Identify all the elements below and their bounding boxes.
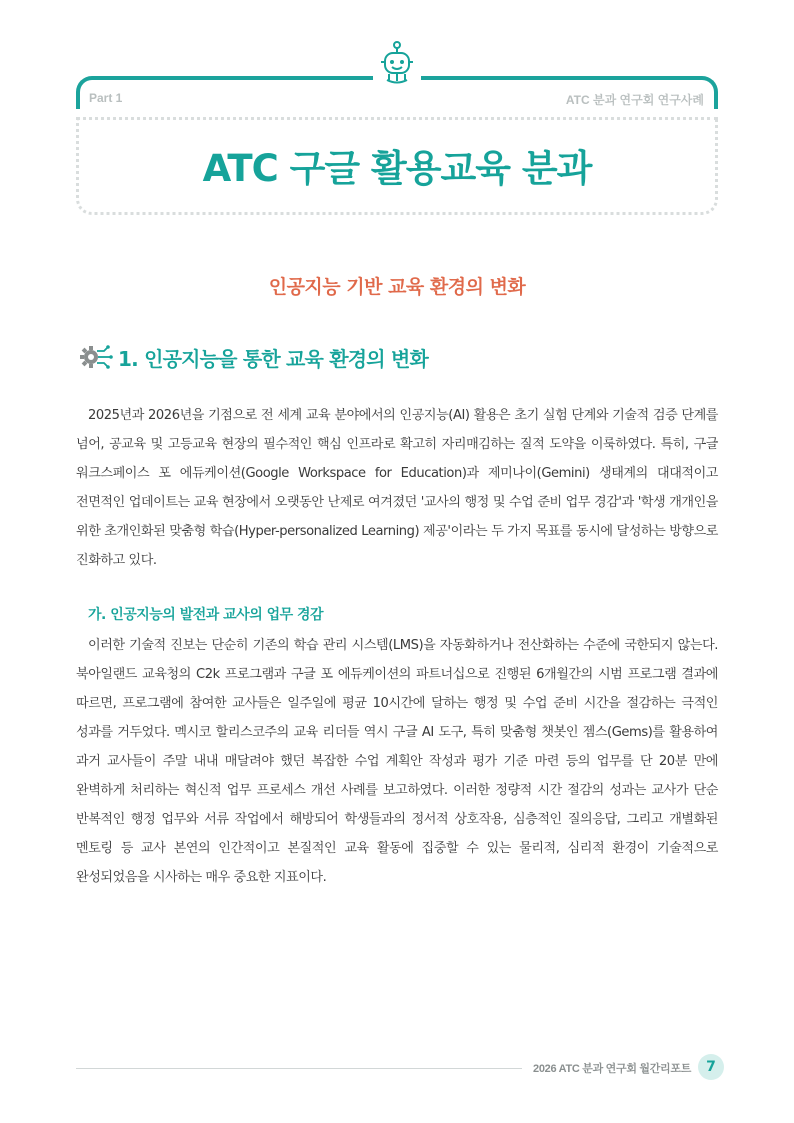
page-number: 7 bbox=[698, 1054, 724, 1080]
paragraph1-text: 2025년과 2026년을 기점으로 전 세계 교육 분야에서의 인공지능(AI) 활용은 초기 실험 단계와 기술적 검증 단계를 넘어, 공교육 및 고등교육 현장의 필수적인 핵심 인프라로 확고히 자리매김하는 질적 도약을 이룩하였다. 특히, 구글 워크스페이스 포 에듀케이션(Google Workspace for Education)과 제미나이(Gemini) 생태계의 대대적이고 전면적인 업데이트는 교육 현장에서 오랫동안 난제로 여겨졌던 '교사의 행정 및 수업 준비 업무 경감'과 '학생 개개인을 위한 초개인화된 맞춤형 학습(Hyper-personalized Learning) 제공'이라는 두 가지 목표를 동시에 달성하는 방향으로 진화하고 있다. bbox=[76, 408, 718, 568]
heading2: 가. 인공지능의 발전과 교사의 업무 경감 bbox=[88, 607, 324, 623]
paragraph bbox=[76, 401, 718, 575]
page-title: ATC 구글 활용교육 분과 bbox=[202, 147, 592, 190]
footer-report-title: 2026 ATC 분과 연구회 월간리포트 bbox=[533, 1063, 692, 1075]
gear-circuit-icon bbox=[78, 342, 114, 372]
header-category-label: ATC 분과 연구회 연구사례 bbox=[565, 93, 704, 107]
footer-divider bbox=[76, 1068, 522, 1069]
part-label: Part 1 bbox=[89, 91, 123, 105]
robot-icon bbox=[373, 40, 421, 90]
section-title: 인공지능 기반 교육 환경의 변화 bbox=[268, 276, 526, 298]
paragraph bbox=[76, 631, 718, 892]
heading1-row bbox=[78, 342, 428, 372]
heading1: 1. 인공지능을 통한 교육 환경의 변화 bbox=[118, 346, 429, 371]
paragraph2-text: 이러한 기술적 진보는 단순히 기존의 학습 관리 시스템(LMS)을 자동화하거나 전산화하는 수준에 국한되지 않는다. 북아일랜드 교육청의 C2k 프로그램과 구글 포 에듀케이션의 파트너십으로 진행된 6개월간의 시범 프로그램 결과에 따르면, 프로그램에 참여한 교사들은 일주일에 평균 10시간에 달하는 행정 및 수업 준비 시간을 절감하는 극적인 성과를 거두었다. 멕시코 할리스코주의 교육 리더들 역시 구글 AI 도구, 특히 맞춤형 챗봇인 젬스(Gems)를 활용하여 과거 교사들이 주말 내내 매달려야 했던 복잡한 수업 계획안 작성과 평가 기준 마련 등의 업무를 단 20분 만에 완벽하게 처리하는 혁신적 업무 프로세스 개선 사례를 보고하였다. 이러한 정량적 시간 절감의 성과는 교사가 단순 반복적인 행정 업무와 서류 작업에서 해방되어 학생들과의 정서적 상호작용, 심층적인 질의응답, 그리고 개별화된 멘토링 등 교사 본연의 인간적이고 본질적인 교육 활동에 집중할 수 있는 물리적, 심리적 환경이 기술적으로 완성되었음을 시사하는 매우 중요한 지표이다. bbox=[76, 638, 718, 885]
